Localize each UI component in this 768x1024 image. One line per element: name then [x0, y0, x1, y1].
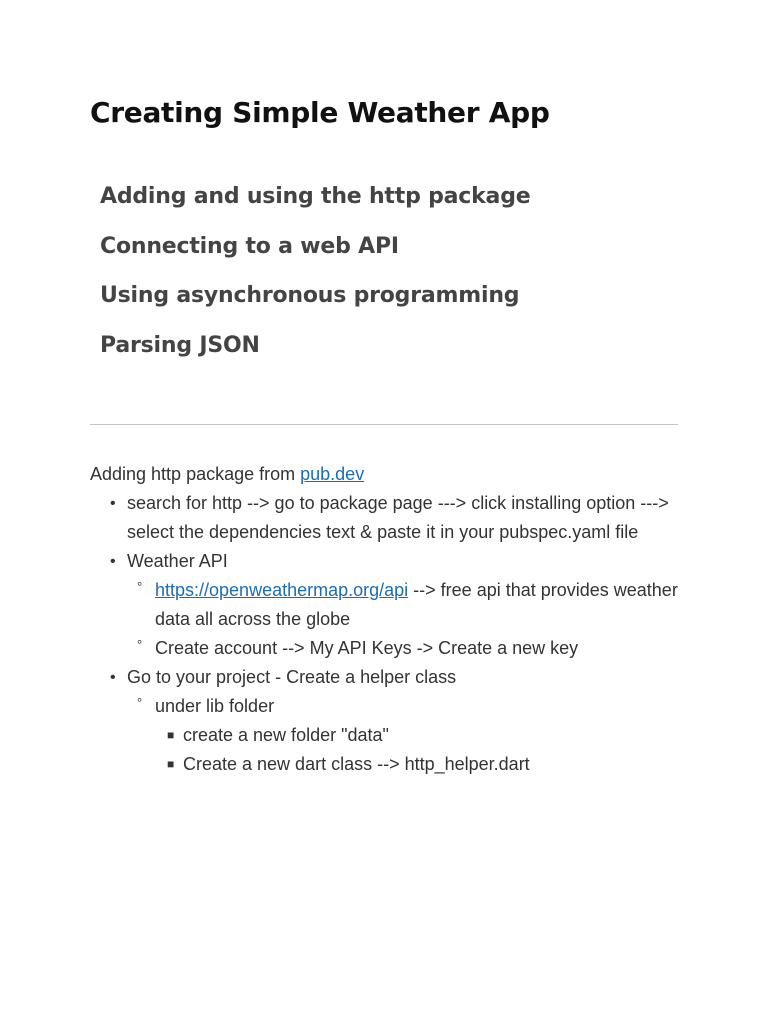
pub-dev-link[interactable]: pub.dev	[300, 464, 365, 484]
list-item-text: Weather API	[127, 551, 228, 571]
sub-list-item	[127, 692, 678, 779]
topic-list	[100, 182, 530, 380]
topic-item: Adding and using the http package	[100, 184, 531, 209]
intro-text: Adding http package from	[90, 464, 301, 484]
list-item	[90, 663, 678, 779]
list-item	[90, 489, 678, 547]
notes-section	[90, 460, 678, 779]
nested-sub-list	[155, 721, 678, 779]
notes-list	[90, 489, 678, 779]
topic-item: Connecting to a web API	[100, 233, 399, 259]
sub-list-item	[127, 634, 678, 663]
nested-list-item	[155, 750, 678, 779]
sub-list-item-text: under lib folder	[155, 696, 275, 716]
notes-intro	[90, 460, 678, 489]
sub-list-item-text: --> free api that provides weather data all across the globe	[155, 580, 678, 629]
sub-list	[127, 576, 678, 663]
section-divider	[90, 424, 678, 425]
disc-bullet-icon: •	[110, 669, 116, 686]
disc-bullet-icon: •	[110, 553, 116, 570]
square-bullet-icon: ■	[167, 728, 175, 742]
nested-list-item-text: create a new folder "data"	[183, 725, 389, 745]
circle-bullet-icon: °	[137, 579, 143, 594]
openweathermap-link[interactable]: https://openweathermap.org/api	[155, 580, 409, 600]
sub-list-item-text: Create account --> My API Keys -> Create a new key	[155, 638, 579, 658]
topic-item: Parsing JSON	[100, 332, 260, 358]
page-title: Creating Simple Weather App	[90, 96, 550, 129]
topic-item: Using asynchronous programming	[100, 283, 520, 308]
sub-list-item	[127, 576, 678, 634]
circle-bullet-icon: °	[137, 637, 143, 652]
sub-list	[127, 692, 678, 779]
circle-bullet-icon: °	[137, 695, 143, 710]
disc-bullet-icon: •	[110, 495, 116, 512]
nested-list-item-text: Create a new dart class --> http_helper.dart	[183, 754, 530, 774]
square-bullet-icon: ■	[167, 757, 175, 771]
list-item-text: search for http --> go to package page ---> click installing option ---> select the dependencies text & paste it in your pubspec.yaml file	[127, 493, 669, 542]
nested-list-item	[155, 721, 678, 750]
list-item-text: Go to your project - Create a helper class	[127, 667, 457, 687]
list-item	[90, 547, 678, 663]
